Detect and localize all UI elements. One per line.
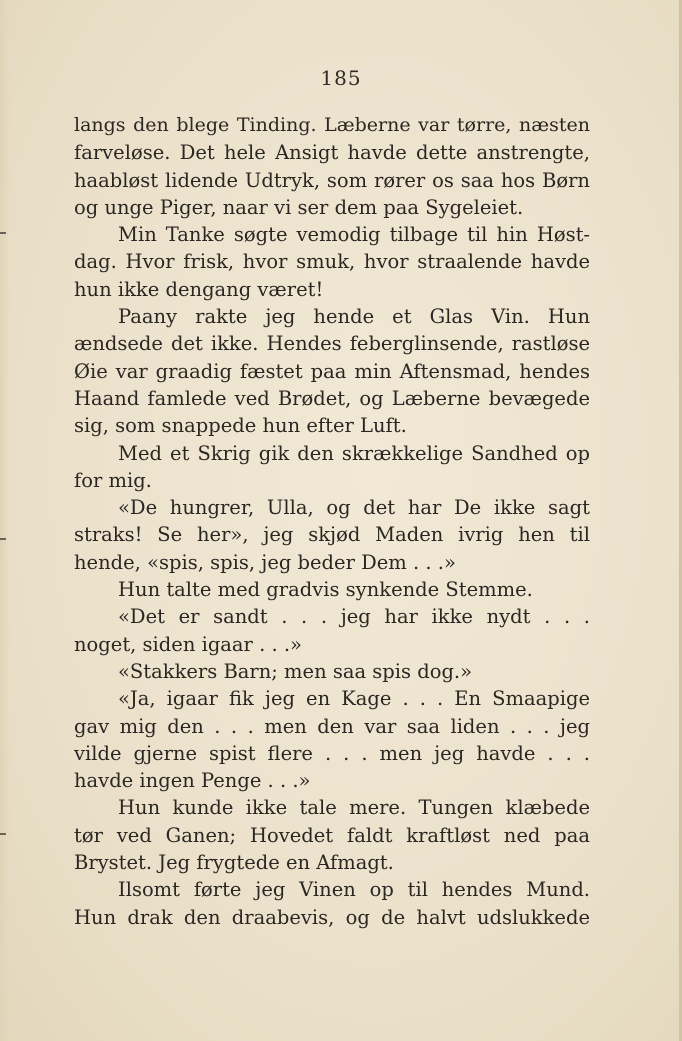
- text-line: sig, som snappede hun efter Luft.: [74, 414, 407, 438]
- text-line: Øie var graadig fæstet paa min Aftensmad, hendes: [74, 359, 590, 383]
- text-line: «De hungrer, Ulla, og det har De ikke sagt: [118, 496, 590, 520]
- text-line: og unge Piger, naar vi ser dem paa Sygeleiet.: [74, 195, 524, 219]
- text-line: gav mig den . . . men den var saa liden . . . jeg: [74, 714, 590, 738]
- text-line: langs den blege Tinding. Læberne var tørre, næsten: [74, 114, 590, 136]
- text-line: Min Tanke søgte vemodig tilbage til hin Høst-: [118, 223, 590, 247]
- text-line: «Stakkers Barn; men saa spis dog.»: [118, 659, 473, 683]
- text-line: havde ingen Penge . . .»: [74, 769, 311, 793]
- text-line: Haand famlede ved Brødet, og Læberne bevægede: [74, 386, 590, 410]
- text-line: haabløst lidende Udtryk, som rører os saa hos Børn: [74, 168, 590, 192]
- margin-mark: [0, 833, 6, 835]
- text-line: farveløse. Det hele Ansigt havde dette anstrengte,: [74, 141, 590, 165]
- text-line: for mig.: [74, 468, 152, 492]
- text-line: «Ja, igaar fik jeg en Kage . . . En Smaapige: [118, 687, 590, 711]
- text-line: ændsede det ikke. Hendes feberglinsende, rastløse: [74, 332, 590, 356]
- text-line: Hun talte med gradvis synkende Stemme.: [118, 578, 533, 602]
- page-gutter: [0, 0, 10, 1041]
- page-number: 185: [320, 66, 362, 90]
- text-line: Med et Skrig gik den skrækkelige Sandhed op: [118, 441, 590, 465]
- text-line: hende, «spis, spis, jeg beder Dem . . .»: [74, 550, 456, 574]
- text-line: Brystet. Jeg frygtede en Afmagt.: [74, 851, 394, 875]
- body-text: [74, 112, 590, 931]
- text-line: «Det er sandt . . . jeg har ikke nydt . . .: [118, 605, 590, 629]
- text-line: Hun drak den draabevis, og de halvt udslukkede: [74, 905, 590, 929]
- margin-mark: [0, 538, 6, 540]
- margin-mark: [0, 232, 6, 234]
- text-line: Paany rakte jeg hende et Glas Vin. Hun: [118, 305, 590, 329]
- text-line: straks! Se her», jeg skjød Maden ivrig hen til: [74, 523, 590, 547]
- text-line: Ilsomt førte jeg Vinen op til hendes Mund.: [118, 878, 590, 902]
- text-line: hun ikke dengang været!: [74, 277, 324, 301]
- text-line: Hun kunde ikke tale mere. Tungen klæbede: [118, 796, 590, 820]
- text-line: vilde gjerne spist flere . . . men jeg havde . . .: [74, 741, 590, 765]
- text-line: tør ved Ganen; Hovedet faldt kraftløst ned paa: [74, 823, 590, 847]
- text-line: dag. Hvor frisk, hvor smuk, hvor straalende havde: [74, 250, 590, 274]
- text-line: noget, siden igaar . . .»: [74, 632, 302, 656]
